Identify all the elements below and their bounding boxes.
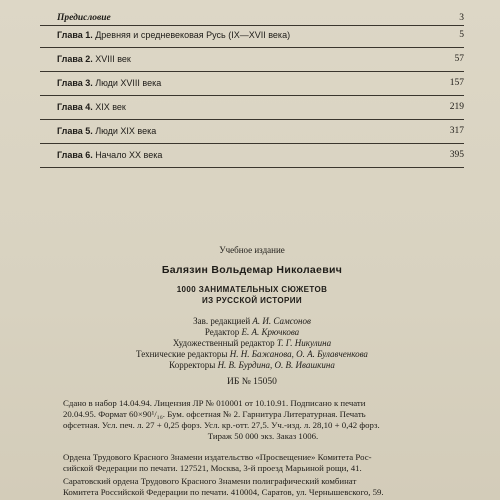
chapter-number: Глава 2. xyxy=(57,54,93,64)
publisher-line: сийской Федерации по печати. 127521, Москва, 3-й проезд Марьиной рощи, 41. xyxy=(63,463,362,473)
toc-divider xyxy=(40,143,464,144)
preface-label: Предисловие xyxy=(57,13,111,23)
print-spec-line: офсетная. Усл. печ. л. 27 + 0,25 форз. Усл. кр.-отт. 27,5. Уч.-изд. л. 28,10 + 0,42 форз. xyxy=(63,420,380,430)
print-spec-line: 20.04.95. Формат 60×90¹/₁₆. Бум. офсетная № 2. Гарнитура Литературная. Печать xyxy=(63,409,366,419)
author-name: Балязин Вольдемар Николаевич xyxy=(161,264,343,276)
staff-name: Н. Н. Бажанова, О. А. Булавченкова xyxy=(229,349,368,359)
printer-line: Комитета Российской Федерации по печати. 410004, Саратов, ул. Чернышевского, 59. xyxy=(63,487,384,497)
staff-role: Редактор xyxy=(204,327,240,337)
book-title-line-1: 1000 ЗАНИМАТЕЛЬНЫХ СЮЖЕТОВ xyxy=(176,285,328,294)
chapter-number: Глава 1. xyxy=(57,30,93,40)
toc-divider xyxy=(40,71,464,72)
chapter-title: Древняя и средневековая Русь (IX—XVII века) xyxy=(95,30,291,40)
chapter-page: 157 xyxy=(449,78,464,88)
print-spec-line: Сдано в набор 14.04.94. Лицензия ЛР № 010001 от 10.10.91. Подписано к печати xyxy=(63,398,366,408)
chapter-title: XVIII век xyxy=(95,54,131,64)
printer-info xyxy=(63,476,463,498)
staff-role: Технические редакторы xyxy=(136,349,228,359)
staff-role: Художественный редактор xyxy=(172,338,275,348)
toc-chapter-4 xyxy=(40,102,464,120)
toc-divider xyxy=(40,119,464,120)
chapter-title: Люди XVIII века xyxy=(95,78,162,88)
book-title-line-2: ИЗ РУССКОЙ ИСТОРИИ xyxy=(201,296,303,305)
toc-chapter-3 xyxy=(40,78,464,96)
chapter-title: XIX век xyxy=(95,102,126,112)
publisher-info xyxy=(63,452,463,474)
toc-divider xyxy=(40,47,464,48)
ib-number: ИБ № 15050 xyxy=(227,377,277,387)
chapter-number: Глава 3. xyxy=(57,78,93,88)
staff-line xyxy=(40,349,464,359)
chapter-title: Начало XX века xyxy=(95,150,163,160)
chapter-number: Глава 4. xyxy=(57,102,93,112)
toc-divider xyxy=(40,167,464,168)
staff-role: Корректоры xyxy=(169,360,216,370)
edition-type: Учебное издание xyxy=(219,245,285,255)
chapter-number: Глава 6. xyxy=(57,150,93,160)
staff-role: Зав. редакцией xyxy=(193,316,251,326)
toc-preface xyxy=(40,13,464,31)
preface-page: 3 xyxy=(459,13,464,23)
toc-divider xyxy=(40,95,464,96)
toc-divider xyxy=(40,25,464,26)
print-specs xyxy=(63,398,463,442)
staff-line xyxy=(40,327,464,337)
staff-name: Н. В. Бурдина, О. В. Ивашкина xyxy=(217,360,335,370)
toc-chapter-2 xyxy=(40,54,464,72)
printer-line: Саратовский ордена Трудового Красного Знамени полиграфический комбинат xyxy=(63,476,357,486)
toc-chapter-5 xyxy=(40,126,464,144)
chapter-page: 57 xyxy=(454,54,464,64)
chapter-title: Люди XIX века xyxy=(95,126,157,136)
print-spec-line: Тираж 50 000 экз. Заказ 1006. xyxy=(207,431,319,441)
staff-line xyxy=(40,316,464,326)
chapter-page: 5 xyxy=(459,30,464,40)
staff-line xyxy=(40,338,464,348)
chapter-page: 317 xyxy=(449,126,464,136)
chapter-page: 219 xyxy=(449,102,464,112)
publisher-line: Ордена Трудового Красного Знамени издательство «Просвещение» Комитета Рос- xyxy=(63,452,372,462)
staff-name: Е. А. Крючкова xyxy=(241,327,300,337)
toc-chapter-6 xyxy=(40,150,464,168)
staff-line xyxy=(40,360,464,370)
staff-name: Т. Г. Никулина xyxy=(276,338,332,348)
toc-chapter-1 xyxy=(40,30,464,48)
chapter-number: Глава 5. xyxy=(57,126,93,136)
chapter-page: 395 xyxy=(449,150,464,160)
staff-name: А. И. Самсонов xyxy=(252,316,311,326)
